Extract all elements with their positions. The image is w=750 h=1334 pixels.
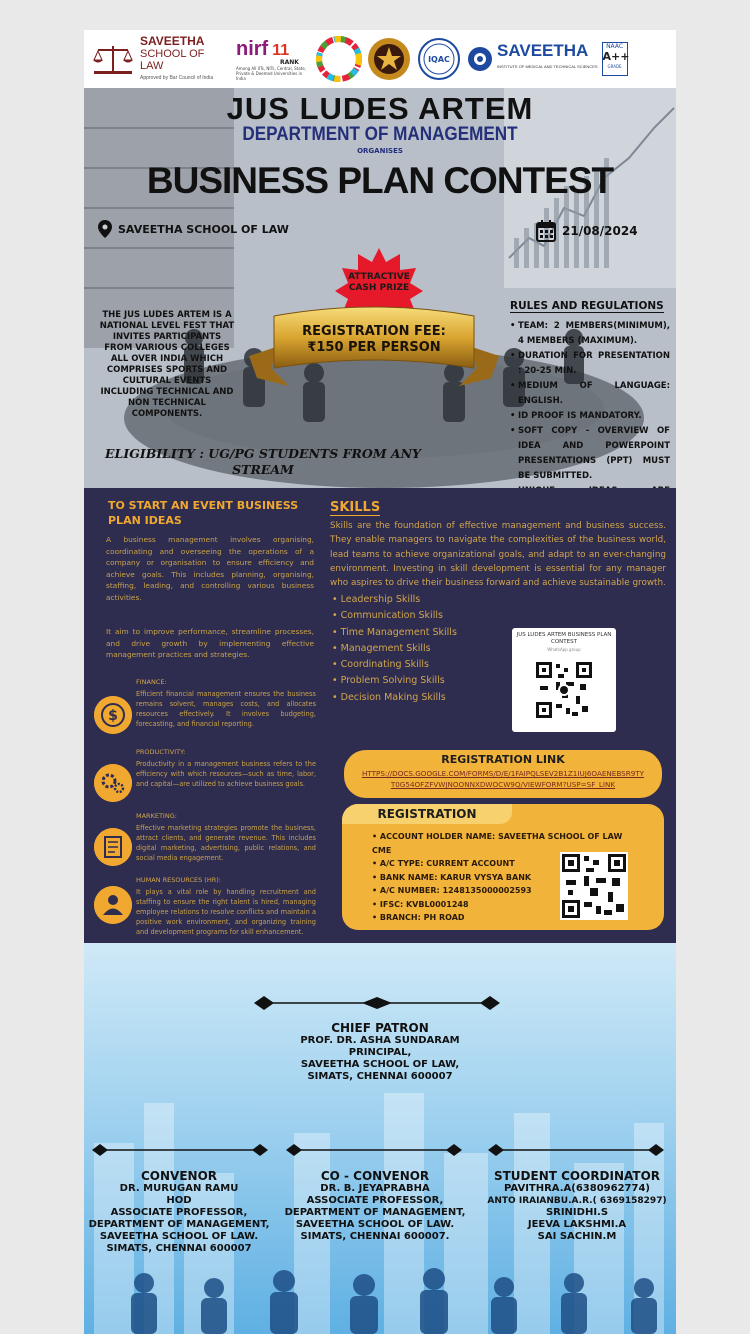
topic-text: Effective marketing strategies promote the business, attract clients, and generate revenue. This includes digital marketing, advertising, public relations, and social media engagement. bbox=[136, 824, 316, 862]
whatsapp-qr-card[interactable] bbox=[512, 628, 616, 732]
patron-line: SAVEETHA SCHOOL OF LAW, bbox=[300, 1059, 460, 1070]
nirf-logo bbox=[236, 38, 311, 81]
ornament-divider bbox=[254, 993, 500, 1013]
rule-item: • DURATION FOR PRESENTATION : 20-25 MIN. bbox=[510, 349, 670, 379]
award-seal-icon bbox=[367, 37, 411, 81]
bank-detail: • A/C TYPE: CURRENT ACCOUNT bbox=[372, 857, 634, 871]
qr-code-icon bbox=[536, 662, 592, 718]
topic-text: Efficient financial management ensures the business remains solvent, manages costs, and allocates resources effectively. It involves budgeting, forecasting, and financial reporting. bbox=[136, 690, 316, 728]
venue-text: SAVEETHA SCHOOL OF LAW bbox=[118, 222, 289, 236]
co-convenor-block bbox=[280, 1169, 470, 1243]
url-line-2[interactable]: T0G54OFZFVWJNOONNXDWOCW9Q/VIEWFORM?USP=SF_LINK bbox=[390, 780, 616, 789]
logo-bar bbox=[84, 30, 676, 88]
chief-patron-block bbox=[230, 1021, 530, 1083]
approval-note: Approved by Bar Council of India bbox=[140, 74, 214, 81]
ornament-divider bbox=[92, 1141, 268, 1159]
skill-item: • Decision Making Skills bbox=[332, 690, 457, 706]
registration-url[interactable] bbox=[344, 768, 662, 790]
intro-heading: TO START AN EVENT BUSINESS PLAN IDEAS bbox=[108, 499, 299, 527]
contest-title: BUSINESS PLAN CONTEST bbox=[146, 160, 614, 201]
registration-title: REGISTRATION bbox=[377, 807, 477, 821]
intro-para-2: It aim to improve performance, streamline processes, and drive growth by implementing effective management practices and strategies. bbox=[106, 627, 314, 659]
calendar-icon bbox=[536, 220, 556, 242]
organises-label: ORGANISES bbox=[357, 147, 403, 155]
skill-item: • Communication Skills bbox=[332, 608, 457, 624]
skill-item: • Problem Solving Skills bbox=[332, 673, 457, 689]
co-convenor-title: CO - CONVENOR bbox=[320, 1169, 430, 1183]
registration-link-box bbox=[344, 750, 662, 798]
ornament-divider bbox=[488, 1141, 664, 1159]
payment-qr-icon[interactable] bbox=[560, 852, 628, 920]
student-line: SRINIDHI.S bbox=[545, 1207, 609, 1218]
registration-box bbox=[342, 804, 664, 930]
skill-item: • Time Management Skills bbox=[332, 625, 457, 641]
skill-item: • Leadership Skills bbox=[332, 592, 457, 608]
bank-detail: • BANK NAME: KARUR VYSYA BANK bbox=[372, 871, 634, 885]
co-convenor-line: DR. B. JEYAPRABHA bbox=[320, 1183, 430, 1194]
naac-grade-label: GRADE bbox=[607, 64, 622, 69]
rules-title: RULES AND REGULATIONS bbox=[510, 300, 664, 312]
fee-line-1: REGISTRATION FEE: bbox=[302, 324, 446, 339]
naac-badge bbox=[602, 42, 628, 76]
convenor-block bbox=[86, 1169, 272, 1255]
nirf-rank-label: RANK bbox=[280, 58, 299, 66]
rule-item: • ID PROOF IS MANDATORY. bbox=[510, 409, 670, 424]
rule-item: • TEAM: 2 MEMBERS(MINIMUM), 4 MEMBERS (MAXIMUM). bbox=[510, 319, 670, 349]
convenor-line: SAVEETHA SCHOOL OF LAW. bbox=[99, 1231, 259, 1242]
gear-emblem-icon bbox=[467, 46, 493, 72]
svg-text:$: $ bbox=[108, 708, 118, 724]
rules-panel bbox=[510, 294, 670, 514]
venue bbox=[98, 220, 289, 238]
money-icon bbox=[94, 696, 132, 734]
department-title: DEPARTMENT OF MANAGEMENT bbox=[242, 124, 518, 145]
convenor-line: ASSOCIATE PROFESSOR, bbox=[110, 1207, 248, 1218]
eligibility: ELIGIBILITY : UG/PG STUDENTS FROM ANY STREAM bbox=[105, 446, 421, 477]
patron-title: CHIEF PATRON bbox=[331, 1021, 429, 1035]
bank-detail: • A/C NUMBER: 1248135000002593 bbox=[372, 884, 634, 898]
school-name-1: SAVEETHA bbox=[140, 33, 205, 48]
bank-detail: • BRANCH: PH ROAD bbox=[372, 911, 634, 925]
gears-icon bbox=[94, 764, 132, 802]
prize-text: ATTRACTIVE CASH PRIZE bbox=[348, 272, 410, 293]
patron-line: PROF. DR. ASHA SUNDARAM bbox=[300, 1035, 460, 1046]
school-name-2: SCHOOL OF LAW bbox=[140, 47, 205, 72]
nirf-rank: 11 bbox=[272, 41, 290, 59]
rules-list bbox=[510, 319, 670, 514]
co-convenor-line: DEPARTMENT OF MANAGEMENT, bbox=[284, 1207, 466, 1218]
sdg-wheel-icon bbox=[317, 37, 361, 81]
co-convenor-line: SIMATS, CHENNAI 600007. bbox=[300, 1231, 450, 1242]
convenor-line: DR. MURUGAN RAMU bbox=[119, 1183, 239, 1194]
intro-para-1: A business management involves organising, coordinating and overseeing the operations of a company or organisation to ensure efficiency and achieve goals. This includes planning, organising, staffing, leading, and controlling various business activities. bbox=[106, 535, 314, 602]
location-pin-icon bbox=[98, 220, 112, 238]
patron-line: PRINCIPAL, bbox=[348, 1047, 412, 1058]
nirf-note: Among All IITs, NITs, Central, State, Private & Deemed Universities in India bbox=[236, 65, 306, 81]
skills-title: SKILLS bbox=[330, 500, 381, 515]
event-poster bbox=[84, 30, 676, 1334]
co-convenor-line: ASSOCIATE PROFESSOR, bbox=[306, 1195, 444, 1206]
co-convenor-line: SAVEETHA SCHOOL OF LAW. bbox=[295, 1219, 455, 1230]
skill-item: • Management Skills bbox=[332, 641, 457, 657]
hero-section bbox=[84, 88, 676, 488]
skill-item: • Coordinating Skills bbox=[332, 657, 457, 673]
topic-label: FINANCE: bbox=[136, 678, 167, 686]
bank-detail: • ACCOUNT HOLDER NAME: SAVEETHA SCHOOL OF LAW CME bbox=[372, 830, 634, 857]
naac-grade: A++ bbox=[602, 50, 630, 63]
url-line-1[interactable]: HTTPS://DOCS.GOOGLE.COM/FORMS/D/E/1FAIPQLSEV2B1Z1IUJ6OAENEBSR9TY bbox=[361, 769, 645, 778]
rule-item: • SOFT COPY - OVERVIEW OF IDEA AND POWERPOINT PRESENTATIONS (PPT) MUST BE SUBMITTED. bbox=[510, 424, 670, 484]
fest-about: THE JUS LUDES ARTEM IS A NATIONAL LEVEL FEST THAT INVITES PARTICIPANTS FROM VARIOUS COLLEGES ALL OVER INDIA WHICH COMPRISES SPORTS AND CULTURAL EVENTS INCLUDING TECHNICAL AND NON TECHNICAL COMPONENTS. bbox=[99, 310, 235, 419]
saveetha-law-logo bbox=[90, 35, 230, 84]
students-title: STUDENT COORDINATOR bbox=[493, 1169, 661, 1183]
details-section bbox=[84, 488, 676, 943]
svg-text:IQAC: IQAC bbox=[428, 55, 450, 64]
convenor-line: SIMATS, CHENNAI 600007 bbox=[106, 1243, 252, 1254]
student-line: ANTO IRAIANBU.A.R.( 6369158297) bbox=[487, 1196, 667, 1206]
saveetha-sub: INSTITUTE OF MEDICAL AND TECHNICAL SCIENCES bbox=[497, 64, 598, 69]
bank-detail: • IFSC: KVBL0001248 bbox=[372, 898, 634, 912]
document-icon bbox=[94, 828, 132, 866]
scales-of-justice-icon bbox=[90, 42, 136, 76]
fest-title: JUS LUDES ARTEM bbox=[226, 91, 534, 126]
student-line: SAI SACHIN.M bbox=[537, 1231, 617, 1242]
person-icon bbox=[94, 886, 132, 924]
saveetha-wordmark: SAVEETHA bbox=[497, 41, 589, 60]
convenor-line: DEPARTMENT OF MANAGEMENT, bbox=[88, 1219, 270, 1230]
organisers-section bbox=[84, 943, 676, 1334]
qr-sub: WhatsApp group bbox=[547, 647, 581, 652]
fee-line-2: ₹150 PER PERSON bbox=[307, 340, 441, 355]
patron-line: SIMATS, CHENNAI 600007 bbox=[307, 1071, 453, 1082]
nirf-wordmark: nirf bbox=[236, 37, 269, 60]
rule-item: • MEDIUM OF LANGUAGE: ENGLISH. bbox=[510, 379, 670, 409]
registration-fee-banner bbox=[249, 296, 499, 396]
qr-caption: JUS LUDES ARTEM BUSINESS PLAN CONTEST bbox=[516, 632, 612, 645]
reg-link-title: REGISTRATION LINK bbox=[441, 753, 565, 766]
saveetha-simats-logo bbox=[467, 42, 628, 76]
topic-label: HUMAN RESOURCES (HR): bbox=[136, 876, 221, 884]
convenor-title: CONVENOR bbox=[140, 1169, 218, 1183]
event-date bbox=[536, 220, 638, 242]
topic-text: Productivity in a management business refers to the efficiency with which resources—such as time, labor, and capital—are utilized to achieve business goals. bbox=[136, 760, 316, 788]
topic-label: PRODUCTIVITY: bbox=[136, 748, 186, 756]
ornament-divider bbox=[286, 1141, 462, 1159]
iqac-logo-icon bbox=[417, 37, 461, 81]
skills-list bbox=[332, 592, 457, 706]
date-text: 21/08/2024 bbox=[562, 224, 638, 238]
student-line: JEEVA LAKSHMI.A bbox=[527, 1219, 627, 1230]
student-line: PAVITHRA.A(6380962774) bbox=[503, 1183, 650, 1194]
student-coordinator-block bbox=[480, 1169, 674, 1243]
topic-text: It plays a vital role by handling recruitment and staffing to ensure the right talent is hired, managing employee relations to resolve conflicts and maintain a positive work environment, and organizing training and development programs for skill enhancement. bbox=[136, 888, 316, 936]
convenor-line: HOD bbox=[166, 1195, 192, 1206]
skills-text: Skills are the foundation of effective management and business success. They enable managers to navigate the complexities of the business world, lead teams to achieve organizational goals, and adapt to an ever-changing environment. Investing in skill development is essential for any manager who aspires to drive their business forward and achieve sustainable growth. bbox=[330, 521, 666, 589]
topic-label: MARKETING: bbox=[136, 812, 177, 820]
naac-label: NAAC bbox=[606, 43, 624, 50]
